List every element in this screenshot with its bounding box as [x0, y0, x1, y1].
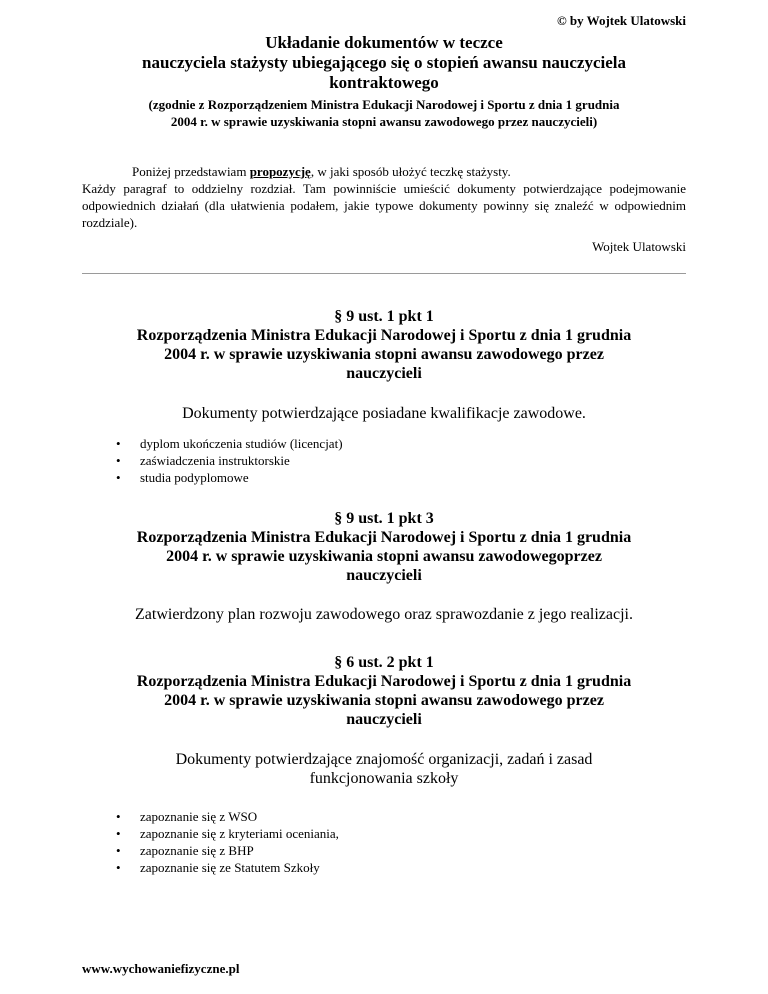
- intro-line-1: [82, 163, 686, 180]
- section-heading-line: § 6 ust. 2 pkt 1: [334, 654, 434, 671]
- section-heading-line: 2004 r. w sprawie uzyskiwania stopni awansu zawodowego przez: [164, 346, 604, 363]
- document-list: [82, 435, 686, 486]
- section-6-2-1: [82, 653, 686, 876]
- section-heading-line: nauczycieli: [346, 567, 422, 584]
- horizontal-divider: [82, 273, 686, 274]
- document-subtitle: [82, 96, 686, 130]
- section-heading-line: § 9 ust. 1 pkt 3: [334, 510, 434, 527]
- section-heading-line: nauczycieli: [346, 365, 422, 382]
- bullet-icon: •: [116, 860, 121, 875]
- bullet-icon: •: [116, 470, 121, 485]
- section-description-line: Dokumenty potwierdzające znajomość organizacji, zadań i zasad: [175, 751, 593, 768]
- section-heading-line: 2004 r. w sprawie uzyskiwania stopni awansu zawodowego przez: [164, 692, 604, 709]
- list-item: [82, 469, 686, 486]
- section-heading-line: nauczycieli: [346, 711, 422, 728]
- bullet-icon: •: [116, 436, 121, 451]
- list-item-text: zaświadczenia instruktorskie: [140, 453, 290, 468]
- list-item-text: dyplom ukończenia studiów (licencjat): [140, 436, 343, 451]
- section-heading: [82, 509, 686, 585]
- list-item-text: zapoznanie się z kryteriami oceniania,: [140, 826, 339, 841]
- section-description: [82, 404, 686, 423]
- title-line: nauczyciela stażysty ubiegającego się o stopień awansu nauczyciela: [142, 53, 626, 72]
- section-9-1-1: [82, 307, 686, 486]
- section-heading-line: § 9 ust. 1 pkt 1: [334, 308, 434, 325]
- title-line: Układanie dokumentów w teczce: [265, 33, 503, 52]
- intro-text-after: , w jaki sposób ułożyć teczkę stażysty.: [310, 164, 511, 179]
- section-heading-line: Rozporządzenia Ministra Edukacji Narodowej i Sportu z dnia 1 grudnia: [136, 327, 632, 344]
- list-item: [82, 808, 686, 825]
- intro-line-2: Każdy paragraf to oddzielny rozdział. Tam powinniście umieścić dokumenty potwierdzające podejmowanie odpowiednich działań (dla ułatwienia podałem, jakie typowe dokumenty powinny się znaleźć w odpowiednim rozdziale).: [82, 181, 686, 230]
- intro-paragraph: [82, 163, 686, 231]
- section-description-line: Zatwierdzony plan rozwoju zawodowego oraz sprawozdanie z jego realizacji.: [135, 606, 633, 623]
- footer-website: www.wychowaniefizyczne.pl: [82, 961, 240, 976]
- list-item: [82, 452, 686, 469]
- bullet-icon: •: [116, 843, 121, 858]
- document-header: [82, 33, 686, 130]
- list-item-text: zapoznanie się z WSO: [140, 809, 258, 824]
- bullet-icon: •: [116, 826, 121, 841]
- document-page: [82, 0, 686, 994]
- section-description-line: Dokumenty potwierdzające posiadane kwalifikacje zawodowe.: [182, 405, 586, 422]
- list-item: [82, 842, 686, 859]
- list-item: [82, 825, 686, 842]
- section-description: [82, 605, 686, 624]
- section-heading-line: Rozporządzenia Ministra Edukacji Narodowej i Sportu z dnia 1 grudnia: [136, 529, 632, 546]
- list-item: [82, 435, 686, 452]
- document-title: [82, 33, 686, 93]
- bullet-icon: •: [116, 453, 121, 468]
- title-line: kontraktowego: [329, 73, 439, 92]
- section-description-line: funkcjonowania szkoły: [309, 770, 459, 787]
- list-item: [82, 859, 686, 876]
- list-item-text: studia podyplomowe: [140, 470, 249, 485]
- section-heading: [82, 653, 686, 729]
- section-9-1-3: [82, 509, 686, 624]
- bullet-icon: •: [116, 809, 121, 824]
- copyright-notice: © by Wojtek Ulatowski: [556, 13, 686, 28]
- author-signature: Wojtek Ulatowski: [592, 239, 686, 254]
- intro-text-before: Poniżej przedstawiam: [132, 164, 250, 179]
- list-item-text: zapoznanie się z BHP: [140, 843, 254, 858]
- section-heading-line: Rozporządzenia Ministra Edukacji Narodowej i Sportu z dnia 1 grudnia: [136, 673, 632, 690]
- intro-highlight-word: propozycję: [249, 164, 311, 179]
- subtitle-line: (zgodnie z Rozporządzeniem Ministra Edukacji Narodowej i Sportu z dnia 1 grudnia: [148, 97, 620, 112]
- section-description: [82, 750, 686, 788]
- subtitle-line: 2004 r. w sprawie uzyskiwania stopni awansu zawodowego przez nauczycieli): [170, 114, 598, 129]
- section-heading: [82, 307, 686, 383]
- section-heading-line: 2004 r. w sprawie uzyskiwania stopni awansu zawodowegoprzez: [166, 548, 602, 565]
- document-list: [82, 808, 686, 876]
- list-item-text: zapoznanie się ze Statutem Szkoły: [140, 860, 320, 875]
